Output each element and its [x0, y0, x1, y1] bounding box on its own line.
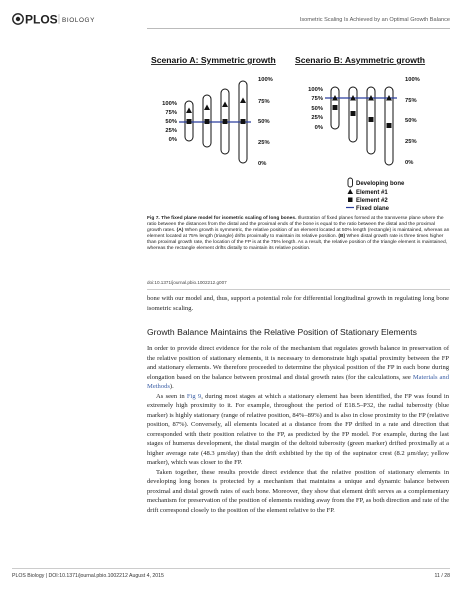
a-right-axis-100: 100%: [258, 77, 273, 83]
b-right-axis-100: 100%: [405, 77, 420, 83]
legend-element-1: Element #1: [356, 190, 388, 196]
materials-methods-link[interactable]: Materials and Methods: [147, 373, 449, 390]
footer-divider: [12, 568, 450, 569]
legend-bone-icon: [348, 178, 353, 187]
section-heading: Growth Balance Maintains the Relative Position of Stationary Elements: [147, 327, 417, 337]
scenario-b-title: Scenario B: Asymmetric growth: [295, 55, 426, 65]
figure-7-diagram: [145, 52, 445, 210]
a-right-axis-0: 0%: [258, 161, 267, 167]
header-divider: [147, 28, 450, 29]
logo-text: PLOS: [25, 12, 58, 27]
b-square-4: [387, 123, 392, 128]
a-right-axis-75: 75%: [258, 99, 270, 105]
footer-citation: PLOS Biology | DOI:10.1371/journal.pbio.1002212 August 4, 2015: [12, 573, 164, 579]
caption-label: Fig 7. The fixed plane model for isometric scaling of long bones.: [147, 216, 297, 221]
journal-name: BIOLOGY: [62, 17, 95, 24]
a-right-axis-50: 50%: [258, 119, 270, 125]
b-left-axis-0: 0%: [314, 125, 323, 131]
section-body: [147, 344, 449, 515]
caption-text-2: When growth is symmetric, the relative position of an element located at 50% length (rectangle) is maintained, whereas an element located at 75% length (triangle) drifts proximally to maintain its relative position.: [147, 228, 450, 240]
legend-fixed-plane: Fixed plane: [356, 206, 390, 210]
b-right-axis-50: 50%: [405, 118, 417, 124]
a-square-1: [187, 119, 192, 124]
caption-text-1: Illustration of fixed planes formed at the transverse plane where the ratio between the distances from the distal and the proximal ends of the bone is equal to the ratio between the distal and the proximal growth rates.: [147, 216, 444, 234]
a-left-axis-75: 75%: [165, 110, 177, 116]
b-square-1: [333, 105, 338, 110]
b-left-axis-100: 100%: [308, 87, 323, 93]
figure-divider: [147, 289, 450, 290]
fig9-link[interactable]: Fig 9: [186, 392, 202, 400]
a-left-axis-50: 50%: [165, 119, 177, 125]
a-square-3: [223, 119, 228, 124]
running-title: Isometric Scaling Is Achieved by an Optimal Growth Balance: [299, 17, 450, 23]
b-square-2: [351, 111, 356, 116]
legend-triangle-icon: [348, 189, 354, 194]
body-paragraph-1: [147, 344, 449, 392]
b-left-axis-75: 75%: [311, 96, 323, 102]
a-left-axis-100: 100%: [162, 101, 177, 107]
b-right-axis-25: 25%: [405, 139, 417, 145]
legend-developing-bone: Developing bone: [356, 181, 405, 187]
b-left-axis-25: 25%: [311, 115, 323, 121]
caption-text-3: When distal growth rate is three times higher than proximal growth rate, the location of the FP is at the 75% length. As a result, the relative position of the triangle element is maintained, whereas the rectangle element drifts distally to maintain its relative position.: [147, 234, 448, 252]
caption-label-b: (B): [338, 234, 346, 240]
p1-text: In order to provide direct evidence for the role of the mechanism that regulates growth balance in preservation of the relative position of stationary elements, it is necessary to demonstrate high spatial proximity between the FP and stationary elements. We therefore proceeded to determine the physical position of the FP in each bone during elongation based on the balance between proximal and distal growth rates (for the calculations, see: [147, 345, 449, 381]
scenario-a-title: Scenario A: Symmetric growth: [151, 55, 276, 65]
body-paragraph-2: [147, 392, 449, 468]
figure-legend: [346, 178, 405, 210]
b-right-axis-75: 75%: [405, 98, 417, 104]
figure-caption: [147, 216, 450, 253]
plos-logo-graphic: [12, 11, 112, 27]
a-left-axis-0: 0%: [168, 137, 177, 143]
caption-label-a: (A): [176, 228, 184, 234]
p2-text-a: As seen in: [156, 392, 187, 400]
b-right-axis-0: 0%: [405, 160, 414, 166]
a-square-2: [205, 119, 210, 124]
b-square-3: [369, 117, 374, 122]
a-right-axis-25: 25%: [258, 140, 270, 146]
page-number: 11 / 28: [434, 573, 450, 579]
figure-7: [145, 52, 445, 210]
figure-doi: doi:10.1371/journal.pbio.1002212.g007: [147, 280, 227, 285]
a-left-axis-25: 25%: [165, 128, 177, 134]
plos-logo: [12, 11, 112, 27]
body-paragraph-3: Taken together, these results provide direct evidence that the relative position of stationary elements in developing long bones is protected by a mechanism that maintains a unique and dynamic balance between proximal and distal growth rates of each bone. Moreover, they show that element drift serves as a complementary mechanism for preservation of the position of elements residing away from the FP, as both direction and rate of the drift correspond closely to the position of the element relative to the FP.: [147, 468, 449, 514]
legend-square-icon: [348, 198, 353, 203]
p1-end: ).: [169, 383, 174, 390]
legend-element-2: Element #2: [356, 198, 388, 204]
p2-text-b: , during most stages at which a stationary element has been identified, the FP was found in extremely high proximity to it. For example, throughout the period of E18.5–P32, the radial tuberosity (blue marker) is highly stationary (range of relative position, 84%–89%) and is also in close proximity to the FP (relative position, 87%). Conversely, all elements located at a distance from the FP drifted in a rate and direction that corresponded with their position relative to the FP, as predicted by the FP model. For example, during the last stages of humerus development, the distal margin of the deltoid tuberosity (green marker) drifted proximally at a higher average rate (48.3 μm/day) than the drift exhibited by the tip of the supinator crest (8.2 μm/day; yellow marker), which was closer to the FP.: [147, 392, 449, 466]
a-square-4: [241, 119, 246, 124]
paragraph-continuation: [147, 294, 449, 313]
body-paragraph-0: bone with our model and, thus, support a potential role for differential longitudinal growth in regulating long bone isometric scaling.: [147, 295, 449, 312]
b-left-axis-50: 50%: [311, 106, 323, 112]
